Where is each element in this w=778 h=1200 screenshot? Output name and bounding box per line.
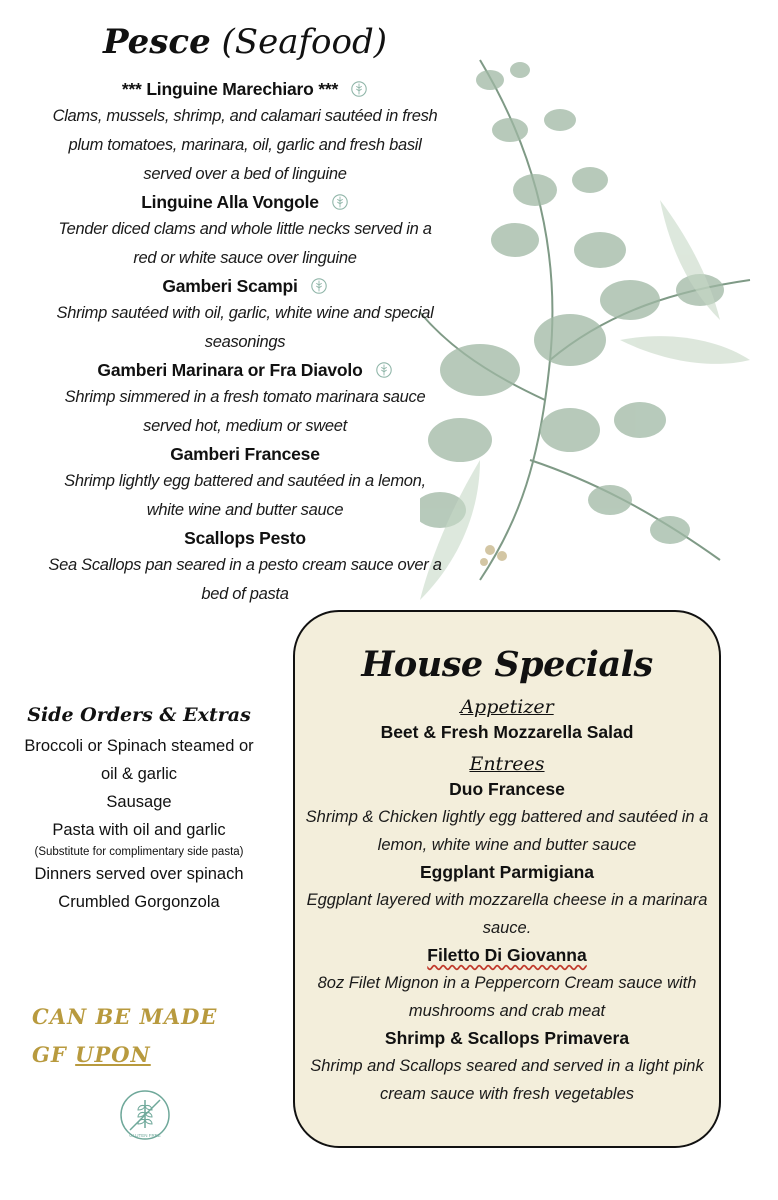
dish-desc-line: served over a bed of linguine	[143, 165, 347, 183]
dish-name: Gamberi Marinara or Fra Diavolo	[97, 360, 363, 380]
dish-desc-line: plum tomatoes, marinara, oil, garlic and fresh basil	[68, 136, 422, 154]
dish-desc-line: seasonings	[204, 333, 286, 351]
dish-item	[30, 273, 460, 357]
special-desc-line: sauce.	[482, 919, 532, 937]
page-title	[0, 22, 490, 62]
gluten-free-note	[32, 998, 272, 1074]
side-orders-title: Side Orders & Extras	[27, 704, 251, 726]
special-desc-line: Shrimp & Chicken lightly egg battered and sautéed in a	[305, 808, 709, 826]
special-name: Beet & Fresh Mozzarella Salad	[380, 722, 634, 742]
special-desc-line: Eggplant layered with mozzarella cheese in a marinara	[306, 891, 708, 909]
special-desc-line: lemon, white wine and butter sauce	[377, 836, 637, 854]
special-desc-line: cream sauce with fresh vegetables	[379, 1085, 635, 1103]
special-name: Duo Francese	[449, 779, 565, 799]
special-desc-line: mushrooms and crab meat	[408, 1002, 606, 1020]
dish-name: Scallops Pesto	[184, 528, 306, 548]
dish-desc-line: Tender diced clams and whole little necks served in a	[58, 220, 432, 238]
title-main: Pesce	[102, 22, 211, 62]
gf-note-line2a: GF	[32, 1042, 76, 1067]
appetizer-label: Appetizer	[460, 696, 554, 718]
dish-desc-line: bed of pasta	[201, 585, 289, 603]
gluten-free-icon	[375, 361, 393, 379]
eucalyptus-decoration	[420, 40, 760, 630]
dish-item	[30, 189, 460, 273]
dish-desc-line: red or white sauce over linguine	[133, 249, 357, 267]
dish-item	[30, 76, 460, 189]
dish-desc-line: white wine and butter sauce	[146, 501, 344, 519]
gf-logo-text: GLUTEN FREE	[129, 1133, 161, 1138]
side-item: Dinners served over spinach	[34, 865, 244, 883]
dish-desc-line: Shrimp sautéed with oil, garlic, white wine and special	[56, 304, 434, 322]
side-item: Sausage	[106, 793, 172, 811]
special-name: Eggplant Parmigiana	[419, 862, 595, 882]
dish-desc-line: Sea Scallops pan seared in a pesto cream sauce over a	[48, 556, 442, 574]
gf-note-line2b: UPON	[75, 1042, 151, 1067]
side-item: Crumbled Gorgonzola	[58, 893, 220, 911]
gluten-free-icon	[331, 193, 349, 211]
gluten-free-logo-icon	[118, 1088, 172, 1142]
dish-desc-line: served hot, medium or sweet	[143, 417, 347, 435]
dish-name: *** Linguine Marechiaro ***	[121, 79, 339, 99]
side-item: Pasta with oil and garlic	[52, 821, 226, 839]
house-specials-title: House Specials	[361, 644, 653, 685]
dish-item	[30, 357, 460, 441]
side-item: oil & garlic	[100, 765, 178, 783]
special-name: Filetto Di Giovanna	[427, 945, 587, 965]
title-sub: (Seafood)	[210, 22, 388, 62]
dish-item	[30, 441, 460, 525]
side-orders-section	[14, 704, 264, 916]
dish-name: Gamberi Francese	[170, 444, 320, 464]
dish-desc-line: Clams, mussels, shrimp, and calamari sautéed in fresh	[52, 107, 438, 125]
seafood-menu	[30, 76, 460, 609]
dish-desc-line: Shrimp simmered in a fresh tomato marinara sauce	[64, 388, 426, 406]
side-note: (Substitute for complimentary side pasta)	[34, 846, 244, 858]
gluten-free-icon	[310, 277, 328, 295]
special-name: Shrimp & Scallops Primavera	[384, 1028, 630, 1048]
gluten-free-icon	[350, 80, 368, 98]
house-specials-box	[293, 610, 721, 1148]
side-item: Broccoli or Spinach steamed or	[24, 737, 254, 755]
entrees-label: Entrees	[469, 753, 545, 775]
special-desc-line: Shrimp and Scallops seared and served in a light pink	[310, 1057, 704, 1075]
special-desc-line: 8oz Filet Mignon in a Peppercorn Cream sauce with	[317, 974, 697, 992]
dish-item	[30, 525, 460, 609]
gf-note-line1: CAN BE MADE	[32, 1004, 218, 1029]
dish-desc-line: Shrimp lightly egg battered and sautéed in a lemon,	[64, 472, 426, 490]
dish-name: Gamberi Scampi	[162, 276, 298, 296]
dish-name: Linguine Alla Vongole	[141, 192, 319, 212]
